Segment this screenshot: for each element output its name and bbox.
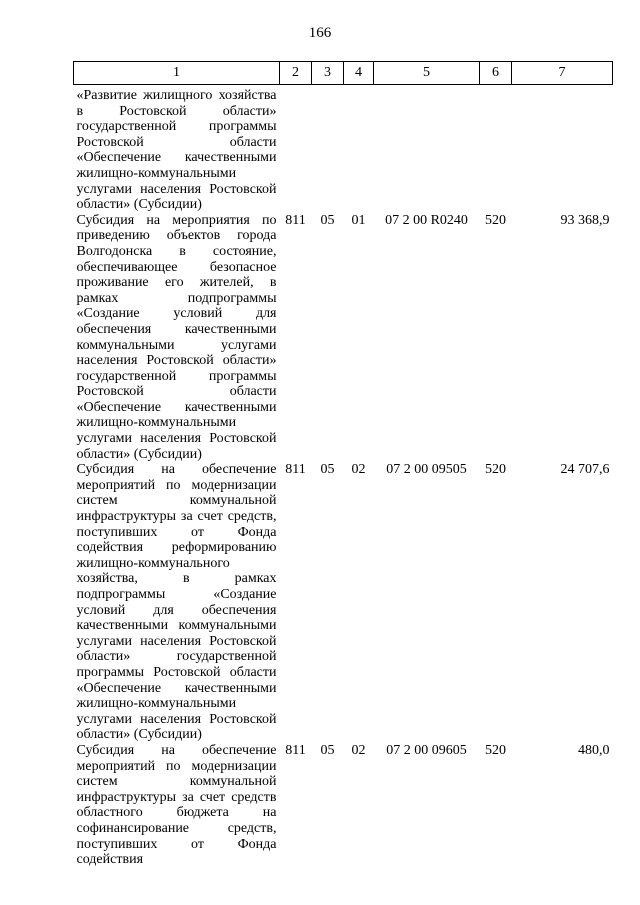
row-target-article (374, 85, 480, 213)
page-number: 166 (308, 25, 332, 41)
row-ministry-code (280, 85, 312, 213)
row-subsection-code: 01 (351, 212, 366, 228)
row-section-code: 05 (320, 212, 335, 228)
row-description: Субсидия на обеспечение мероприятий по модернизации систем коммунальной инфраструктуры за счет средств областного бюджета на софинансирование средств, поступивших от Фонда содействия (76, 742, 277, 868)
row-amount (512, 85, 613, 213)
header-col-2: 2 (280, 62, 312, 85)
header-col-7: 7 (512, 62, 613, 85)
row-amount: 93 368,9 (560, 212, 610, 228)
budget-table (73, 61, 613, 868)
row-ministry-code: 811 (285, 212, 306, 228)
table-row (74, 462, 613, 743)
row-section-code: 05 (320, 462, 335, 478)
header-row (74, 62, 613, 85)
row-subsection-code (344, 85, 374, 213)
row-target-article: 07 2 00 R0240 (385, 212, 468, 228)
header-col-3: 3 (312, 62, 344, 85)
row-ministry-code: 811 (285, 742, 306, 758)
row-subsection-code: 02 (351, 742, 366, 758)
table-row (74, 85, 613, 213)
row-section-code: 05 (320, 742, 335, 758)
row-description: Субсидия на мероприятия по приведению объектов города Волгодонска в состояние, обеспечивающее безопасное проживание его жителей, в рамках подпрограммы «Создание условий для обеспечения качественными коммунальными услугами населения Ростовской области» государственной программы Ростовской области «Обеспечение качественными жилищно-коммунальными услугами населения Ростовской области» (Субсидии) (76, 212, 277, 462)
row-target-article: 07 2 00 09605 (386, 742, 467, 758)
row-expense-type (480, 85, 512, 213)
row-target-article: 07 2 00 09505 (386, 462, 467, 478)
table-row (74, 743, 613, 868)
row-description: Субсидия на обеспечение мероприятий по модернизации систем коммунальной инфраструктуры за счет средств, поступивших от Фонда содействия реформированию жилищно-коммунального хозяйства, в рамках подпрограммы «Создание условий для обеспечения качественными коммунальными услугами населения Ростовской области» государственной программы Ростовской области «Обеспечение качественными жилищно-коммунальными услугами населения Ростовской области» (Субсидии) (76, 462, 277, 743)
row-amount: 480,0 (578, 742, 610, 758)
row-section-code (312, 85, 344, 213)
row-expense-type: 520 (485, 742, 506, 758)
row-ministry-code: 811 (285, 462, 306, 478)
row-expense-type: 520 (485, 462, 506, 478)
header-col-5: 5 (374, 62, 480, 85)
header-col-1: 1 (74, 62, 280, 85)
row-description: «Развитие жилищного хозяйства в Ростовской области» государственной программы Ростовской области «Обеспечение качественными жилищно-коммунальными услугами населения Ростовской области» (Субсидии) (76, 88, 277, 213)
header-col-4: 4 (344, 62, 374, 85)
table-row (74, 213, 613, 463)
row-amount: 24 707,6 (560, 462, 610, 478)
row-subsection-code: 02 (351, 462, 366, 478)
header-col-6: 6 (480, 62, 512, 85)
row-expense-type: 520 (485, 212, 506, 228)
